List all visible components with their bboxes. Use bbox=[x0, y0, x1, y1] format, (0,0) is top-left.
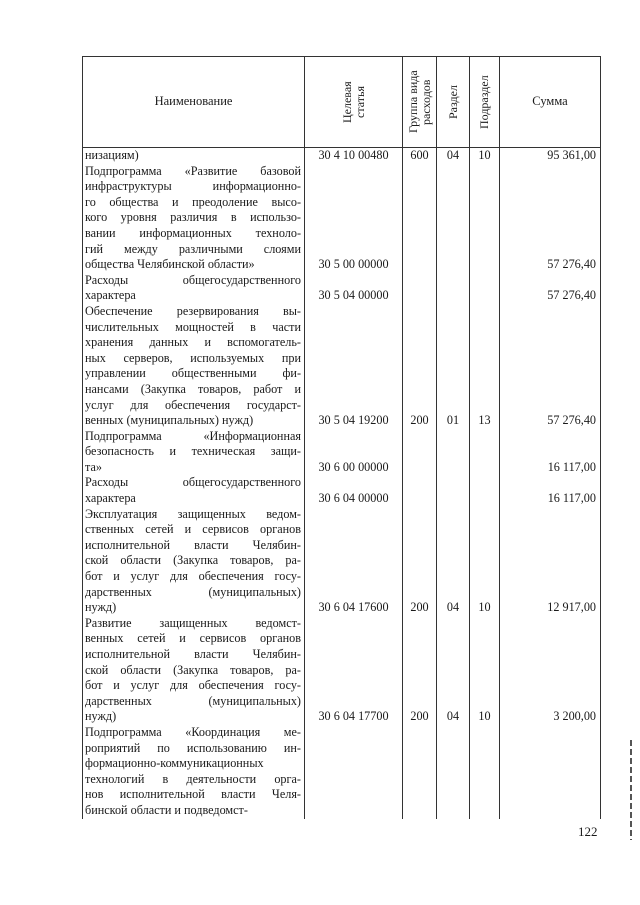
row-name-line: дарственных (муниципальных) bbox=[85, 584, 301, 599]
row-group: 600 bbox=[403, 148, 437, 164]
row-group: 200 bbox=[403, 304, 437, 429]
row-name-line: хранения данных и вспомогатель- bbox=[85, 335, 301, 350]
header-group: Группа вида расходов bbox=[403, 57, 437, 148]
row-name-line: формационно-коммуникационных bbox=[85, 756, 264, 771]
row-code bbox=[305, 725, 403, 819]
row-sum: 57 276,40 bbox=[500, 304, 601, 429]
row-section: 01 bbox=[437, 304, 470, 429]
row-name-line: управлении общественными фи- bbox=[85, 366, 301, 381]
row-name bbox=[83, 148, 305, 164]
row-sum: 16 117,00 bbox=[500, 429, 601, 476]
row-subsection bbox=[470, 475, 500, 506]
row-subsection bbox=[470, 164, 500, 273]
row-name bbox=[83, 304, 305, 429]
row-name bbox=[83, 429, 305, 476]
scan-edge-mark bbox=[630, 740, 632, 840]
row-name bbox=[83, 507, 305, 616]
row-name-line: исполнительной власти Челябин- bbox=[85, 537, 301, 552]
row-sum: 57 276,40 bbox=[500, 164, 601, 273]
row-section: 04 bbox=[437, 507, 470, 616]
table-row bbox=[83, 616, 601, 725]
row-name-line: Подпрограмма «Координация ме- bbox=[85, 724, 301, 739]
row-name-line: нужд) bbox=[85, 709, 117, 724]
row-name-line: венных сетей и сервисов органов bbox=[85, 631, 301, 646]
row-name-line: нансами (Закупка товаров, работ и bbox=[85, 381, 301, 396]
row-sum: 3 200,00 bbox=[500, 616, 601, 725]
table-row bbox=[83, 725, 601, 819]
row-group: 200 bbox=[403, 507, 437, 616]
row-group bbox=[403, 273, 437, 304]
row-sum: 12 917,00 bbox=[500, 507, 601, 616]
row-name-line: услуг для обеспечения государст- bbox=[85, 397, 301, 412]
page-number: 122 bbox=[578, 824, 598, 839]
row-section bbox=[437, 429, 470, 476]
row-name-line: низациям) bbox=[85, 148, 139, 162]
table-row bbox=[83, 148, 601, 164]
row-name-line: характера bbox=[85, 491, 136, 506]
row-section: 04 bbox=[437, 148, 470, 164]
row-name-line: та» bbox=[85, 459, 102, 474]
row-name-line: бинской области и подведомст- bbox=[85, 802, 248, 817]
row-subsection: 10 bbox=[470, 507, 500, 616]
row-code: 30 5 04 00000 bbox=[305, 273, 403, 304]
row-name-line: числительных мощностей в части bbox=[85, 319, 301, 334]
table-header-row bbox=[83, 57, 601, 148]
row-group bbox=[403, 475, 437, 506]
row-name bbox=[83, 164, 305, 273]
row-name-line: вании информационных техноло- bbox=[85, 225, 301, 240]
row-name-line: го общества и преодоление высо- bbox=[85, 194, 301, 209]
row-name-line: инфраструктуры информационно- bbox=[85, 179, 301, 194]
row-name-line: безопасность и техническая защи- bbox=[85, 444, 301, 459]
row-code: 30 6 00 00000 bbox=[305, 429, 403, 476]
row-subsection bbox=[470, 273, 500, 304]
row-name-line: Эксплуатация защищенных ведом- bbox=[85, 506, 301, 521]
row-name-line: ской области (Закупка товаров, ра- bbox=[85, 553, 301, 568]
row-code: 30 6 04 00000 bbox=[305, 475, 403, 506]
row-name-line: дарственных (муниципальных) bbox=[85, 693, 301, 708]
row-name-line: Подпрограмма «Информационная bbox=[85, 428, 301, 443]
row-name-line: характера bbox=[85, 288, 136, 303]
row-name-line: Расходы общегосударственного bbox=[85, 475, 301, 490]
row-code: 30 5 00 00000 bbox=[305, 164, 403, 273]
row-subsection: 13 bbox=[470, 304, 500, 429]
row-name-line: Подпрограмма «Развитие базовой bbox=[85, 163, 301, 178]
row-name-line: бот и услуг для обеспечения госу- bbox=[85, 678, 301, 693]
row-code: 30 6 04 17600 bbox=[305, 507, 403, 616]
row-section bbox=[437, 164, 470, 273]
row-sum: 16 117,00 bbox=[500, 475, 601, 506]
row-code: 30 4 10 00480 bbox=[305, 148, 403, 164]
row-name-line: венных (муниципальных) нужд) bbox=[85, 413, 254, 428]
row-group bbox=[403, 429, 437, 476]
table-row bbox=[83, 507, 601, 616]
header-name: Наименование bbox=[83, 57, 305, 148]
header-sum: Сумма bbox=[500, 57, 601, 148]
table-row bbox=[83, 304, 601, 429]
row-name-line: нужд) bbox=[85, 600, 117, 615]
row-name bbox=[83, 725, 305, 819]
row-name-line: нов исполнительной власти Челя- bbox=[85, 787, 301, 802]
table-row bbox=[83, 164, 601, 273]
table-row bbox=[83, 273, 601, 304]
row-name-line: ственных сетей и сервисов органов bbox=[85, 522, 301, 537]
row-name-line: Расходы общегосударственного bbox=[85, 272, 301, 287]
row-name bbox=[83, 273, 305, 304]
row-name-line: технологий в деятельности орга- bbox=[85, 771, 301, 786]
row-name-line: исполнительной власти Челябин- bbox=[85, 647, 301, 661]
row-name-line: общества Челябинской области» bbox=[85, 257, 255, 272]
row-name-line: бот и услуг для обеспечения госу- bbox=[85, 569, 301, 584]
row-sum: 95 361,00 bbox=[500, 148, 601, 164]
row-name bbox=[83, 475, 305, 506]
row-name-line: ской области (Закупка товаров, ра- bbox=[85, 662, 301, 677]
header-code: Целевая статья bbox=[305, 57, 403, 148]
row-subsection: 10 bbox=[470, 616, 500, 725]
row-subsection: 10 bbox=[470, 148, 500, 164]
row-sum bbox=[500, 725, 601, 819]
row-name-line: гий между различными слоями bbox=[85, 241, 301, 256]
row-name bbox=[83, 616, 305, 725]
budget-table bbox=[82, 56, 601, 819]
table-row bbox=[83, 475, 601, 506]
row-subsection bbox=[470, 429, 500, 476]
row-section bbox=[437, 725, 470, 819]
row-section bbox=[437, 475, 470, 506]
row-name-line: ных серверов, используемых при bbox=[85, 350, 301, 365]
table-body bbox=[83, 148, 601, 819]
row-group: 200 bbox=[403, 616, 437, 725]
row-name-line: кого уровня различия в использо- bbox=[85, 210, 301, 225]
row-group bbox=[403, 725, 437, 819]
row-section bbox=[437, 273, 470, 304]
row-group bbox=[403, 164, 437, 273]
row-subsection bbox=[470, 725, 500, 819]
header-section: Раздел bbox=[437, 57, 470, 148]
row-code: 30 5 04 19200 bbox=[305, 304, 403, 429]
row-name-line: роприятий по использованию ин- bbox=[85, 740, 301, 755]
row-section: 04 bbox=[437, 616, 470, 725]
table-row bbox=[83, 429, 601, 476]
row-code: 30 6 04 17700 bbox=[305, 616, 403, 725]
row-sum: 57 276,40 bbox=[500, 273, 601, 304]
header-subsection: Подраздел bbox=[470, 57, 500, 148]
row-name-line: Обеспечение резервирования вы- bbox=[85, 303, 301, 318]
row-name-line: Развитие защищенных ведомст- bbox=[85, 615, 301, 630]
